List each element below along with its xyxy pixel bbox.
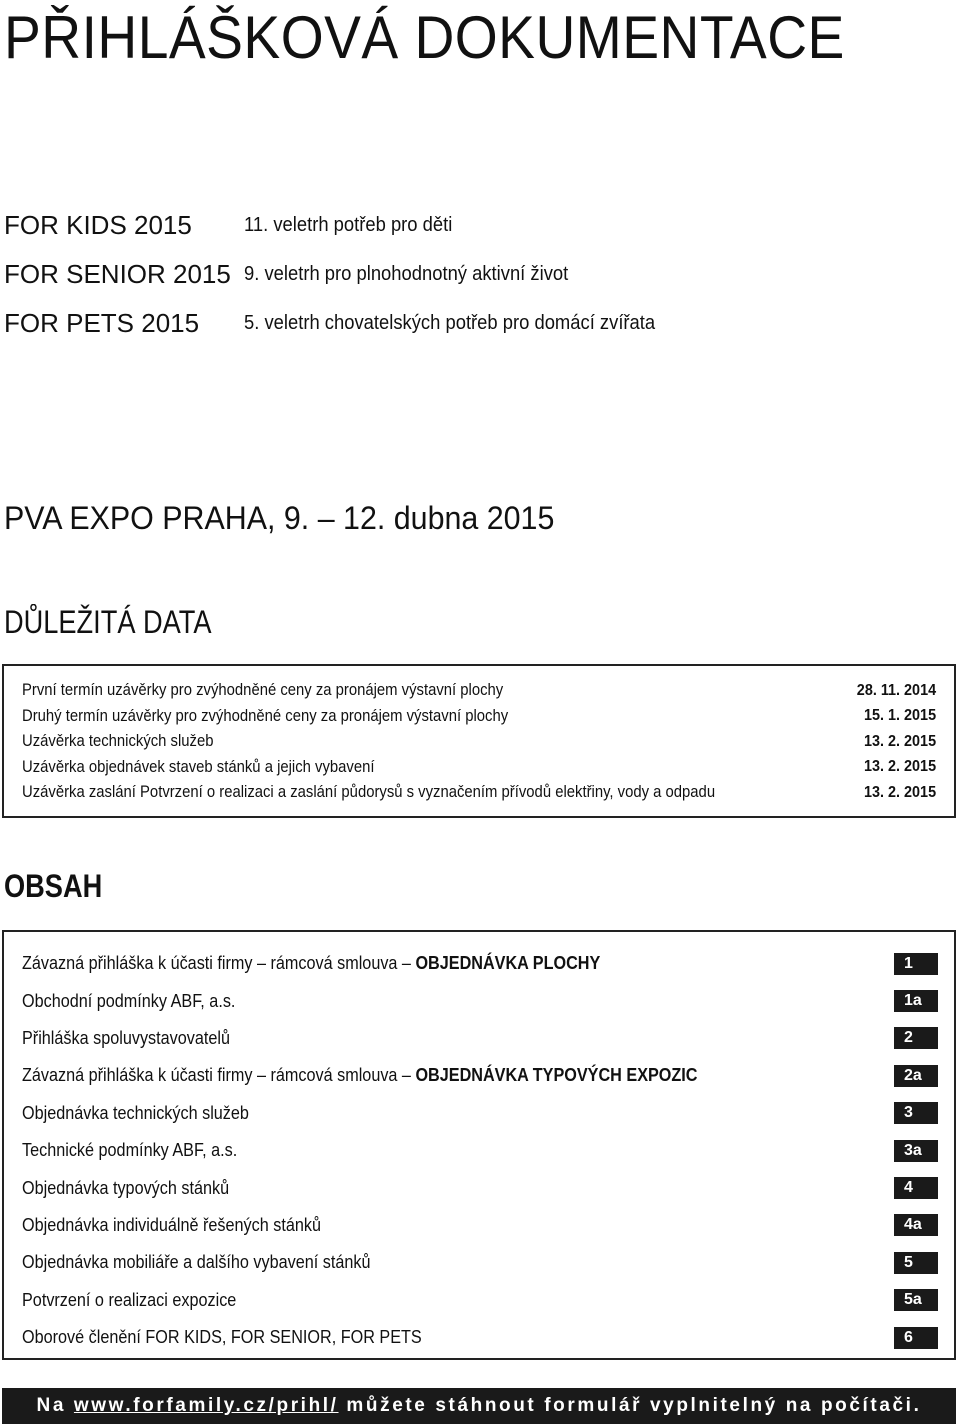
date-row — [22, 729, 936, 755]
important-dates-box — [2, 664, 956, 818]
fair-name: FOR PETS 2015 — [4, 307, 200, 338]
download-link[interactable]: www.forfamily.cz/prihl/ — [73, 1395, 339, 1416]
date-label: Uzávěrka technických služeb — [22, 732, 214, 751]
toc-label: Technické podmínky ABF, a.s. — [22, 1140, 238, 1161]
fair-name: FOR SENIOR 2015 — [4, 258, 231, 289]
section-number-badge: 2a — [894, 1065, 938, 1087]
toc-label: Závazná přihláška k účasti firmy – rámcová smlouva – OBJEDNÁVKA PLOCHY — [22, 953, 601, 974]
page-title: PŘIHLÁŠKOVÁ DOKUMENTACE — [4, 4, 845, 71]
toc-label: Oborové členění FOR KIDS, FOR SENIOR, FOR PETS — [22, 1327, 422, 1348]
toc-label: Objednávka technických služeb — [22, 1102, 249, 1123]
toc-item[interactable] — [22, 1132, 938, 1169]
fair-description: 5. veletrh chovatelských potřeb pro domácí zvířata — [244, 311, 656, 334]
banner-suffix: můžete stáhnout formulář vyplnitelný na počítači. — [338, 1395, 922, 1416]
contents-heading: OBSAH — [4, 868, 103, 904]
toc-item[interactable] — [22, 1057, 938, 1094]
fair-description: 11. veletrh potřeb pro děti — [244, 213, 453, 236]
toc-label: Přihláška spoluvystavovatelů — [22, 1027, 231, 1048]
toc-label: Závazná přihláška k účasti firmy – rámcová smlouva – OBJEDNÁVKA TYPOVÝCH EXPOZIC — [22, 1065, 698, 1086]
toc-label: Objednávka typových stánků — [22, 1177, 230, 1198]
fair-for-kids — [4, 205, 470, 245]
date-label: První termín uzávěrky pro zvýhodněné ceny za pronájem výstavní plochy — [22, 681, 504, 700]
banner-prefix: Na — [36, 1395, 74, 1416]
contents-box — [2, 930, 956, 1360]
section-number-badge: 2 — [894, 1027, 938, 1049]
fair-name: FOR KIDS 2015 — [4, 209, 192, 240]
fair-for-pets — [4, 303, 691, 343]
date-row — [22, 704, 936, 730]
section-number-badge: 4 — [894, 1177, 938, 1199]
toc-item[interactable] — [22, 1244, 938, 1281]
toc-item[interactable] — [22, 1319, 938, 1356]
section-number-badge: 3a — [894, 1140, 938, 1162]
venue-and-dates: PVA EXPO PRAHA, 9. – 12. dubna 2015 — [4, 500, 555, 536]
toc-item[interactable] — [22, 1020, 938, 1057]
section-number-badge: 3 — [894, 1102, 938, 1124]
toc-label: Obchodní podmínky ABF, a.s. — [22, 990, 236, 1011]
toc-label: Objednávka mobiliáře a dalšího vybavení stánků — [22, 1252, 371, 1273]
date-row — [22, 678, 936, 704]
date-value: 13. 2. 2015 — [863, 758, 936, 776]
section-number-badge: 6 — [894, 1327, 938, 1349]
toc-label: Objednávka individuálně řešených stánků — [22, 1214, 321, 1235]
section-number-badge: 1a — [894, 990, 938, 1012]
toc-item[interactable] — [22, 982, 938, 1019]
toc-item[interactable] — [22, 945, 938, 982]
date-label: Uzávěrka zaslání Potvrzení o realizaci a zaslání půdorysů s vyznačením přívodů elektřiny, vody a odpadu — [22, 783, 716, 802]
date-row — [22, 755, 936, 781]
toc-label: Potvrzení o realizaci expozice — [22, 1289, 237, 1310]
section-number-badge: 5 — [894, 1252, 938, 1274]
date-value: 13. 2. 2015 — [863, 783, 936, 801]
section-number-badge: 4a — [894, 1214, 938, 1236]
date-label: Druhý termín uzávěrky pro zvýhodněné ceny za pronájem výstavní plochy — [22, 706, 509, 725]
date-value: 28. 11. 2014 — [856, 681, 936, 699]
toc-item[interactable] — [22, 1207, 938, 1244]
date-row — [22, 780, 936, 806]
section-number-badge: 5a — [894, 1289, 938, 1311]
date-label: Uzávěrka objednávek staveb stánků a jejich vybavení — [22, 757, 375, 776]
toc-item[interactable] — [22, 1095, 938, 1132]
toc-strong: OBJEDNÁVKA PLOCHY — [415, 953, 601, 974]
toc-item[interactable] — [22, 1169, 938, 1206]
important-dates-heading: DŮLEŽITÁ DATA — [4, 604, 212, 640]
download-banner — [2, 1388, 956, 1424]
section-number-badge: 1 — [894, 953, 938, 975]
toc-strong: OBJEDNÁVKA TYPOVÝCH EXPOZIC — [415, 1065, 698, 1086]
date-value: 15. 1. 2015 — [863, 707, 936, 725]
toc-item[interactable] — [22, 1282, 938, 1319]
fair-for-senior — [4, 254, 596, 294]
fair-description: 9. veletrh pro plnohodnotný aktivní život — [244, 262, 569, 285]
date-value: 13. 2. 2015 — [863, 732, 936, 750]
